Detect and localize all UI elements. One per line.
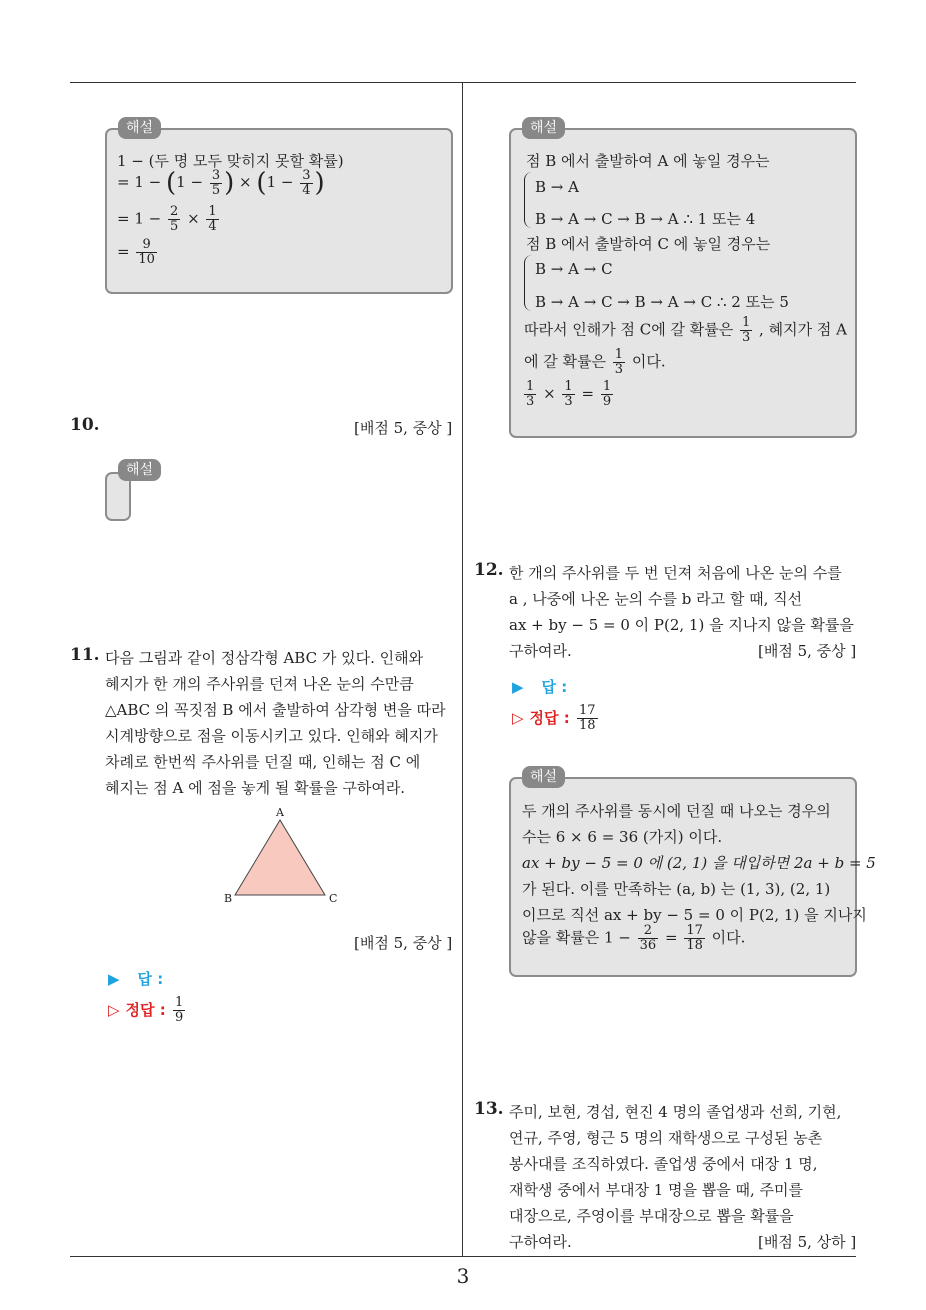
- sol9-eq1: = 1 − (1 − $\frac{3}{5}$ ) × (1 − $\frac{3}{4}$ ): [117, 167, 325, 198]
- question-number-13: 13.: [474, 1099, 504, 1119]
- q11-line: 차례로 한번씩 주사위를 던질 때, 인해는 점 C 에: [105, 753, 421, 771]
- q12-meta: [배점 5, 중상 ]: [758, 642, 857, 660]
- q13-line: 봉사대를 조직하였다. 졸업생 중에서 대장 1 명,: [509, 1155, 818, 1173]
- sol9-eq3: = $\frac{9}{10}$: [117, 237, 155, 267]
- solution-tag: 해설: [118, 117, 161, 139]
- q12-line: 구하여라.: [509, 642, 572, 660]
- q11-line: 시계방향으로 점을 이동시키고 있다. 인해와 혜지가: [105, 727, 438, 745]
- page-number: 3: [456, 1264, 470, 1288]
- sol9-line1: 1 − (두 명 모두 맞히지 못할 확률): [117, 152, 344, 170]
- q11-line: 혜지는 점 A 에 점을 놓게 될 확률을 구하여라.: [105, 779, 406, 797]
- sol11-case1: B → A: [535, 178, 579, 196]
- q12-line: ax + by − 5 = 0 이 P(2, 1) 을 지나지 않을 확률을: [509, 616, 854, 634]
- q13-line: 재학생 중에서 부대장 1 명을 뽑을 때, 주미를: [509, 1181, 804, 1199]
- triangle-abc: [235, 820, 325, 895]
- vertex-label-a: A: [276, 806, 284, 819]
- q11-answer-line: ▶ 답 :: [108, 970, 164, 988]
- q11-meta: [배점 5, 중상 ]: [354, 934, 453, 952]
- question-number-11: 11.: [70, 645, 100, 665]
- sol12-last-line: 않을 확률은 1 − $\frac{2}{36}$ = $\frac{17}{18}$ 이다.: [522, 923, 746, 953]
- play-icon: ▶: [512, 678, 524, 696]
- sol11-line4: 에 갈 확률은 $\frac{1}{3}$ 이다.: [524, 347, 666, 377]
- sol11-line1: 점 B 에서 출발하여 A 에 놓일 경우는: [526, 152, 770, 170]
- sol11-case2: B → A → C → B → A ∴ 1 또는 4: [535, 210, 756, 228]
- bottom-rule: [70, 1256, 856, 1257]
- sol12-line: ax + by − 5 = 0 에 (2, 1) 을 대입하면 2a + b = 5: [522, 854, 876, 872]
- outline-play-icon: ▷: [108, 1001, 120, 1019]
- sol12-line: 가 된다. 이를 만족하는 (a, b) 는 (1, 3), (2, 1): [522, 880, 831, 898]
- top-rule: [70, 82, 856, 83]
- solution-tag: 해설: [522, 117, 565, 139]
- sol11-line2: 점 B 에서 출발하여 C 에 놓일 경우는: [526, 235, 771, 253]
- sol11-line3: 따라서 인해가 점 C에 갈 확률은 $\frac{1}{3}$ , 혜지가 점 A: [524, 315, 847, 345]
- q11-line: 혜지가 한 개의 주사위를 던져 나온 눈의 수만큼: [105, 675, 414, 693]
- question-number-12: 12.: [474, 560, 504, 580]
- q11-line: 다음 그림과 같이 정삼각형 ABC 가 있다. 인해와: [105, 649, 424, 667]
- play-icon: ▶: [108, 970, 120, 988]
- sol12-line: 두 개의 주사위를 동시에 던질 때 나오는 경우의: [522, 802, 831, 820]
- q13-line: 주미, 보현, 경섭, 현진 4 명의 졸업생과 선희, 기현,: [509, 1103, 842, 1121]
- sol9-eq2: = 1 − $\frac{2}{5}$ × $\frac{1}{4}$: [117, 204, 217, 234]
- sol11-eq: $\frac{1}{3}$ × $\frac{1}{3}$ = $\frac{1}{9}$: [526, 379, 612, 409]
- q12-line: a , 나중에 나온 눈의 수를 b 라고 할 때, 직선: [509, 590, 803, 608]
- column-divider: [462, 83, 463, 1256]
- vertex-label-b: B: [224, 892, 233, 905]
- brace: [524, 172, 533, 228]
- sol11-case4: B → A → C → B → A → C ∴ 2 또는 5: [535, 293, 789, 311]
- q11-correct-answer: ▷ 정답 : $\frac{1}{9}$: [108, 995, 184, 1025]
- q12-answer-line: ▶ 답 :: [512, 678, 568, 696]
- triangle-figure: [230, 815, 330, 900]
- solution-tag: 해설: [118, 459, 161, 481]
- question-number-10: 10.: [70, 415, 100, 435]
- brace: [524, 255, 533, 311]
- sol12-line: 수는 6 × 6 = 36 (가지) 이다.: [522, 828, 723, 846]
- q12-correct-answer: ▷ 정답 : $\frac{17}{18}$: [512, 703, 596, 733]
- q13-line: 연규, 주영, 형근 5 명의 재학생으로 구성된 농촌: [509, 1129, 823, 1147]
- q11-line: △ABC 의 꼭짓점 B 에서 출발하여 삼각형 변을 따라: [105, 701, 446, 719]
- q13-line: 대장으로, 주영이를 부대장으로 뽑을 확률을: [509, 1207, 794, 1225]
- q13-line: 구하여라.: [509, 1233, 572, 1251]
- solution-tag: 해설: [522, 766, 565, 788]
- vertex-label-c: C: [329, 892, 338, 905]
- outline-play-icon: ▷: [512, 709, 524, 727]
- q10-meta: [배점 5, 중상 ]: [354, 419, 453, 437]
- sol12-line: 이므로 직선 ax + by − 5 = 0 이 P(2, 1) 을 지나지: [522, 906, 867, 924]
- q12-line: 한 개의 주사위를 두 번 던져 처음에 나온 눈의 수를: [509, 564, 842, 582]
- q13-meta: [배점 5, 상하 ]: [758, 1233, 857, 1251]
- sol11-case3: B → A → C: [535, 260, 613, 278]
